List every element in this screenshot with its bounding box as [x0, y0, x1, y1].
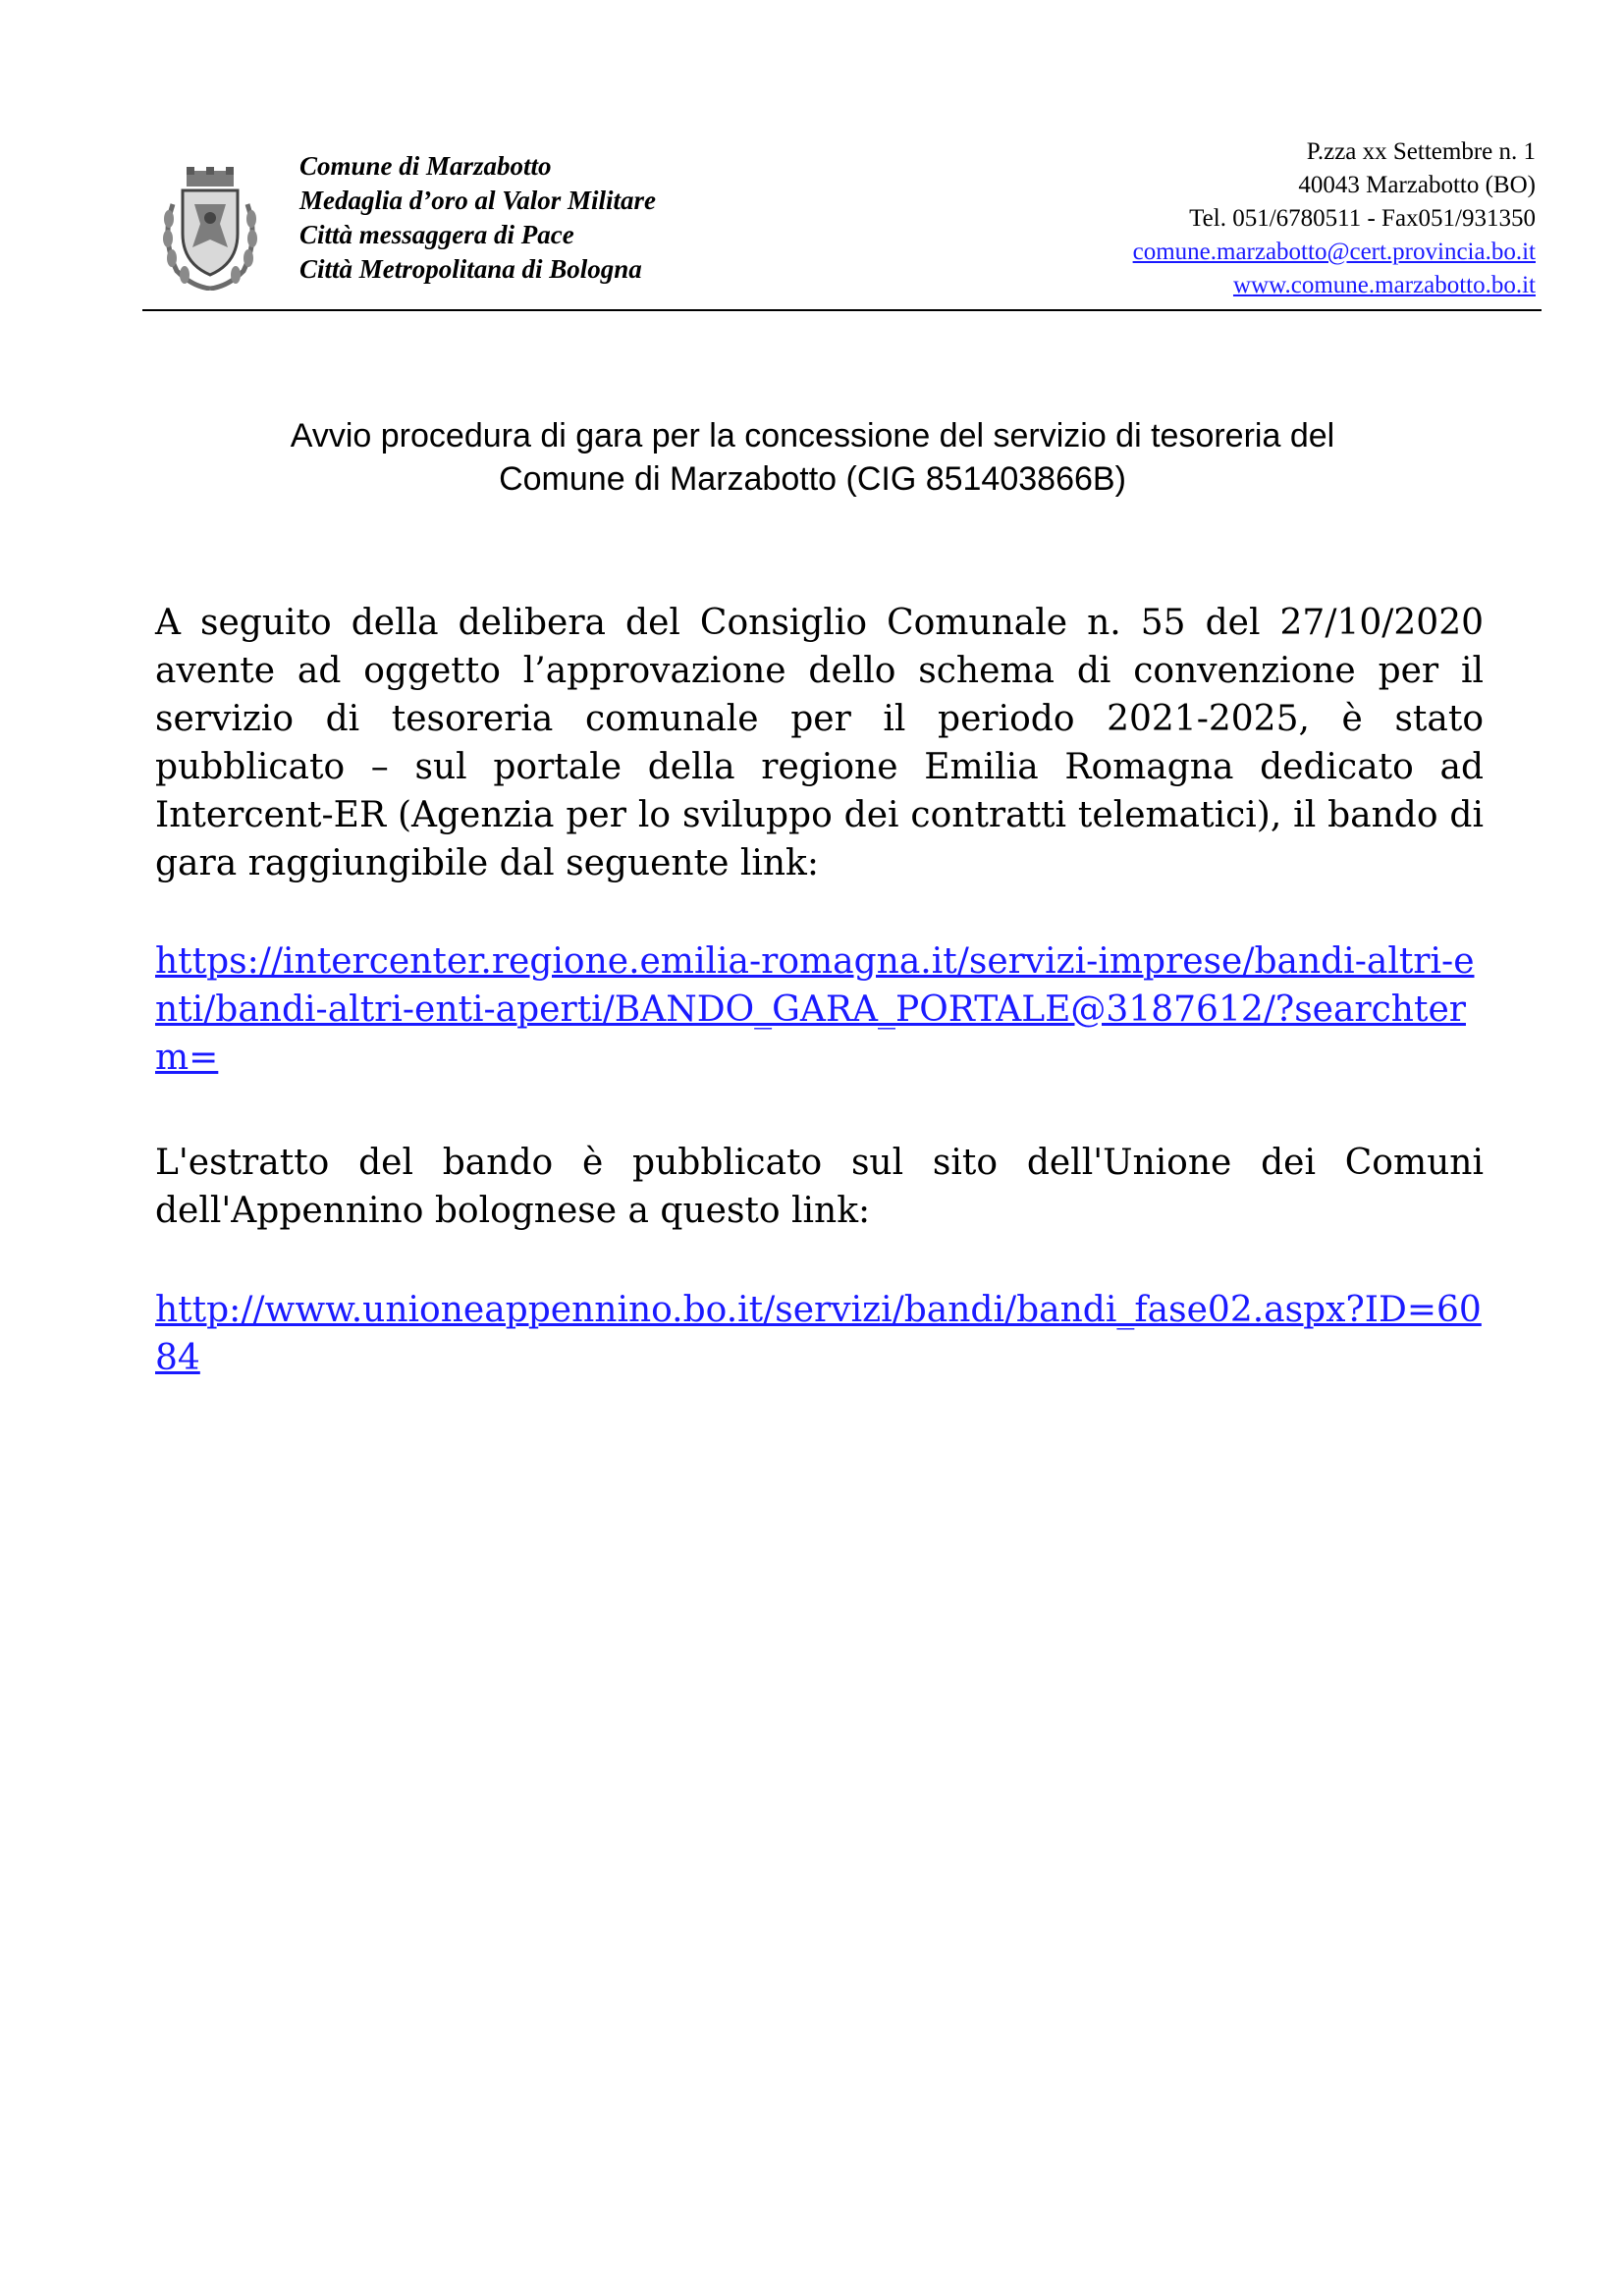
- address-street: P.zza xx Settembre n. 1: [1306, 138, 1536, 165]
- email-link[interactable]: comune.marzabotto@cert.provincia.bo.it: [1132, 239, 1536, 265]
- paragraph-extract: L'estratto del bando è pubblicato sul sito dell'Unione dei Comuni dell'Appennino bolognese a questo link:: [155, 1143, 1484, 1231]
- unioneappennino-link[interactable]: http://www.unioneappennino.bo.it/servizi/bandi/bandi_fase02.aspx?ID=6084: [155, 1290, 1482, 1378]
- document-title: [128, 414, 1497, 501]
- paragraph-intro: A seguito della delibera del Consiglio Comunale n. 55 del 27/10/2020 avente ad oggetto l’approvazione dello schema di convenzione per il servizio di tesoreria comunale per il periodo 2021-2025, è stato pubblicato – sul portale della regione Emilia Romagna dedicato ad Intercent-ER (Agenzia per lo sviluppo dei contratti telematici), il bando di gara raggiungibile dal seguente link:: [155, 603, 1484, 883]
- org-metropolitan-city: Città Metropolitana di Bologna: [299, 254, 642, 284]
- phone-fax: Tel. 051/6780511 - Fax051/931350: [1189, 205, 1536, 232]
- org-medal: Medaglia d’oro al Valor Militare: [299, 186, 657, 215]
- contact-info: [1133, 135, 1536, 302]
- org-name: Comune di Marzabotto: [299, 151, 552, 181]
- title-line-2: Comune di Marzabotto (CIG 851403866B): [499, 460, 1126, 498]
- org-peace-city: Città messaggera di Pace: [299, 220, 574, 249]
- municipal-coat-of-arms-icon: [155, 165, 265, 291]
- title-line-1: Avvio procedura di gara per la concessione del servizio di tesoreria del: [290, 417, 1335, 454]
- intercenter-link[interactable]: https://intercenter.regione.emilia-romagna.it/servizi-imprese/bandi-altri-enti/bandi-altri-enti-aperti/BANDO_GARA_PORTALE@3187612/?searchterm=: [155, 941, 1475, 1078]
- header-divider: [142, 309, 1542, 311]
- address-city: 40043 Marzabotto (BO): [1298, 172, 1536, 198]
- organization-header: [299, 149, 656, 287]
- website-link[interactable]: www.comune.marzabotto.bo.it: [1232, 272, 1536, 298]
